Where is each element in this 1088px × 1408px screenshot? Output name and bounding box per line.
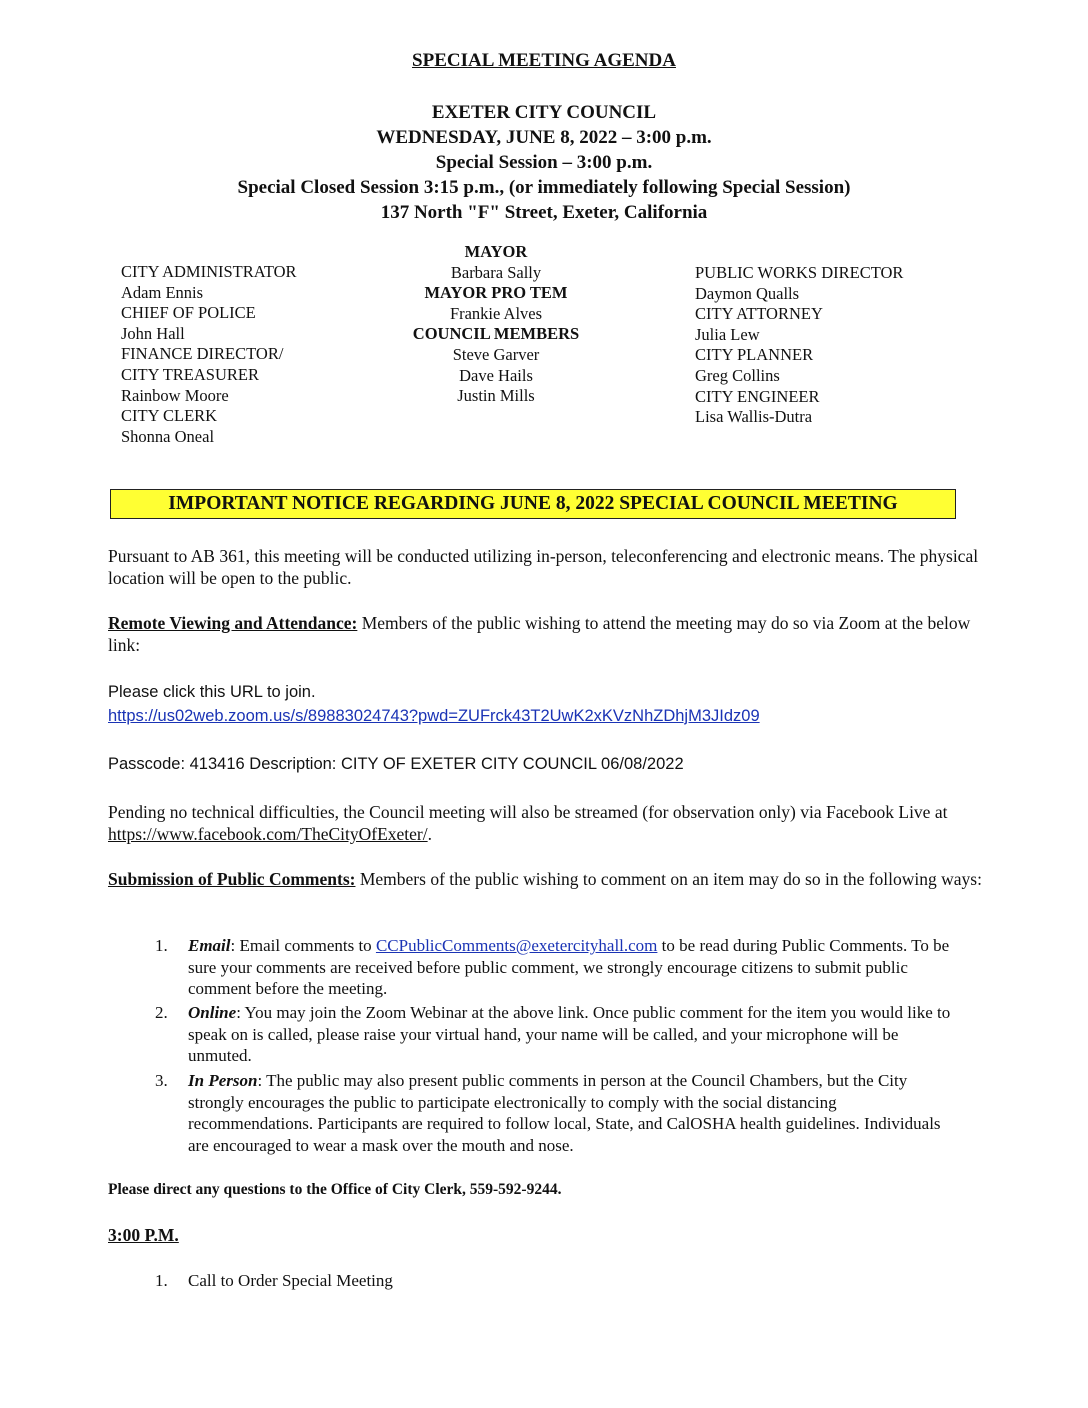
method-text: to be read during Public Comments. To be sure your comments are received before public comment, we strongly encourage citizens to submit public comment before the meeting. <box>188 936 950 998</box>
meeting-address: 137 North "F" Street, Exeter, California <box>380 202 708 223</box>
list-item-online <box>155 1002 955 1067</box>
agenda-item-text: Call to Order Special Meeting <box>188 1271 393 1290</box>
council-member: Steve Garver <box>452 344 540 364</box>
mayor-label: MAYOR <box>464 242 528 261</box>
questions-contact: Please direct any questions to the Office of City Clerk, 559-592-9244. <box>108 1181 562 1198</box>
official-line: CITY ENGINEER <box>695 386 820 406</box>
agenda-item <box>155 1270 955 1292</box>
zoom-passcode: Passcode: 413416 Description: CITY OF EXETER CITY COUNCIL 06/08/2022 <box>108 755 684 773</box>
official-line: FINANCE DIRECTOR/ <box>121 344 284 364</box>
list-item-email <box>155 935 955 1000</box>
zoom-link[interactable]: https://us02web.zoom.us/s/89883024743?pwd=ZUFrck43T2UwK2xKVzNhZDhjM3JIdz09 <box>108 707 760 725</box>
method-text: : Email comments to <box>230 936 376 955</box>
official-line: Rainbow Moore <box>121 385 229 405</box>
official-line: CITY TREASURER <box>121 364 259 384</box>
official-line: CITY ATTORNEY <box>695 304 823 324</box>
facebook-link[interactable]: https://www.facebook.com/TheCityOfExeter/ <box>108 824 428 844</box>
public-comments-text: Members of the public wishing to comment on an item may do so in the following ways: <box>355 869 982 889</box>
official-line: Lisa Wallis-Dutra <box>695 407 813 427</box>
comments-email-link[interactable]: CCPublicComments@exetercityhall.com <box>375 936 658 955</box>
document-title: SPECIAL MEETING AGENDA <box>412 50 676 71</box>
public-comments-heading: Submission of Public Comments: <box>108 869 356 889</box>
official-line: CITY ADMINISTRATOR <box>121 262 297 281</box>
list-number: 3. <box>155 1071 168 1090</box>
official-line: Greg Collins <box>695 365 780 385</box>
official-line: Shonna Oneal <box>121 426 215 446</box>
list-item-in-person <box>155 1070 955 1156</box>
council-members-label: COUNCIL MEMBERS <box>412 324 580 344</box>
officials-right-column <box>695 263 903 428</box>
method-text: : The public may also present public comments in person at the Council Chambers, but the City strongly encourages the public to participate electronically to comply with the social distancing recommendations. Participants are required to follow local, State, and CalOSHA health guidelines. Individuals are encouraged to wear a mask over the mouth and nose. <box>188 1071 941 1155</box>
special-session-time: Special Session – 3:00 p.m. <box>435 152 653 173</box>
council-member: Justin Mills <box>457 386 535 406</box>
officials-center-column <box>380 242 612 407</box>
official-line: CITY CLERK <box>121 406 218 426</box>
official-line: PUBLIC WORKS DIRECTOR <box>695 263 904 282</box>
official-line: Adam Ennis <box>121 282 204 302</box>
list-number: 1. <box>155 936 168 955</box>
mayor-name: Barbara Sally <box>450 262 542 282</box>
method-label: Email <box>188 936 231 955</box>
officials-left-column <box>121 262 297 447</box>
public-comments-paragraph <box>108 868 988 890</box>
list-number: 2. <box>155 1003 168 1022</box>
meeting-header <box>0 100 1088 225</box>
official-line: Daymon Qualls <box>695 283 800 303</box>
intro-paragraph: Pursuant to AB 361, this meeting will be conducted utilizing in-person, teleconferencing and electronic means. The physical location will be open to the public. <box>108 546 979 588</box>
stream-end: . <box>427 824 432 844</box>
section-time-heading: 3:00 P.M. <box>108 1225 179 1245</box>
remote-viewing-text: Members of the public wishing to attend the meeting may do so via Zoom at the below link: <box>108 613 971 655</box>
remote-viewing-heading: Remote Viewing and Attendance: <box>108 613 358 633</box>
method-text: : You may join the Zoom Webinar at the above link. Once public comment for the item you would like to speak on is called, please raise your virtual hand, your name will be called, and your microphone will be unmuted. <box>188 1003 951 1065</box>
remote-viewing-paragraph <box>108 612 988 656</box>
zoom-link-line <box>108 705 988 727</box>
meeting-date: WEDNESDAY, JUNE 8, 2022 – 3:00 p.m. <box>376 127 712 148</box>
zoom-join-label: Please click this URL to join. <box>108 683 316 701</box>
council-name: EXETER CITY COUNCIL <box>431 102 657 123</box>
closed-session-time: Special Closed Session 3:15 p.m., (or immediately following Special Session) <box>237 177 851 198</box>
mayor-pro-tem-label: MAYOR PRO TEM <box>424 283 568 303</box>
official-line: John Hall <box>121 323 185 343</box>
method-label: In Person <box>188 1071 258 1090</box>
official-line: Julia Lew <box>695 324 760 344</box>
council-member: Dave Hails <box>459 365 533 385</box>
list-number: 1. <box>155 1271 168 1290</box>
stream-paragraph <box>108 801 988 845</box>
official-line: CITY PLANNER <box>695 345 814 365</box>
method-label: Online <box>188 1003 237 1022</box>
important-notice-banner: IMPORTANT NOTICE REGARDING JUNE 8, 2022 SPECIAL COUNCIL MEETING <box>110 489 956 519</box>
mayor-pro-tem-name: Frankie Alves <box>449 303 543 323</box>
stream-text: Pending no technical difficulties, the Council meeting will also be streamed (for observation only) via Facebook Live at <box>108 802 948 822</box>
official-line: CHIEF OF POLICE <box>121 303 256 323</box>
